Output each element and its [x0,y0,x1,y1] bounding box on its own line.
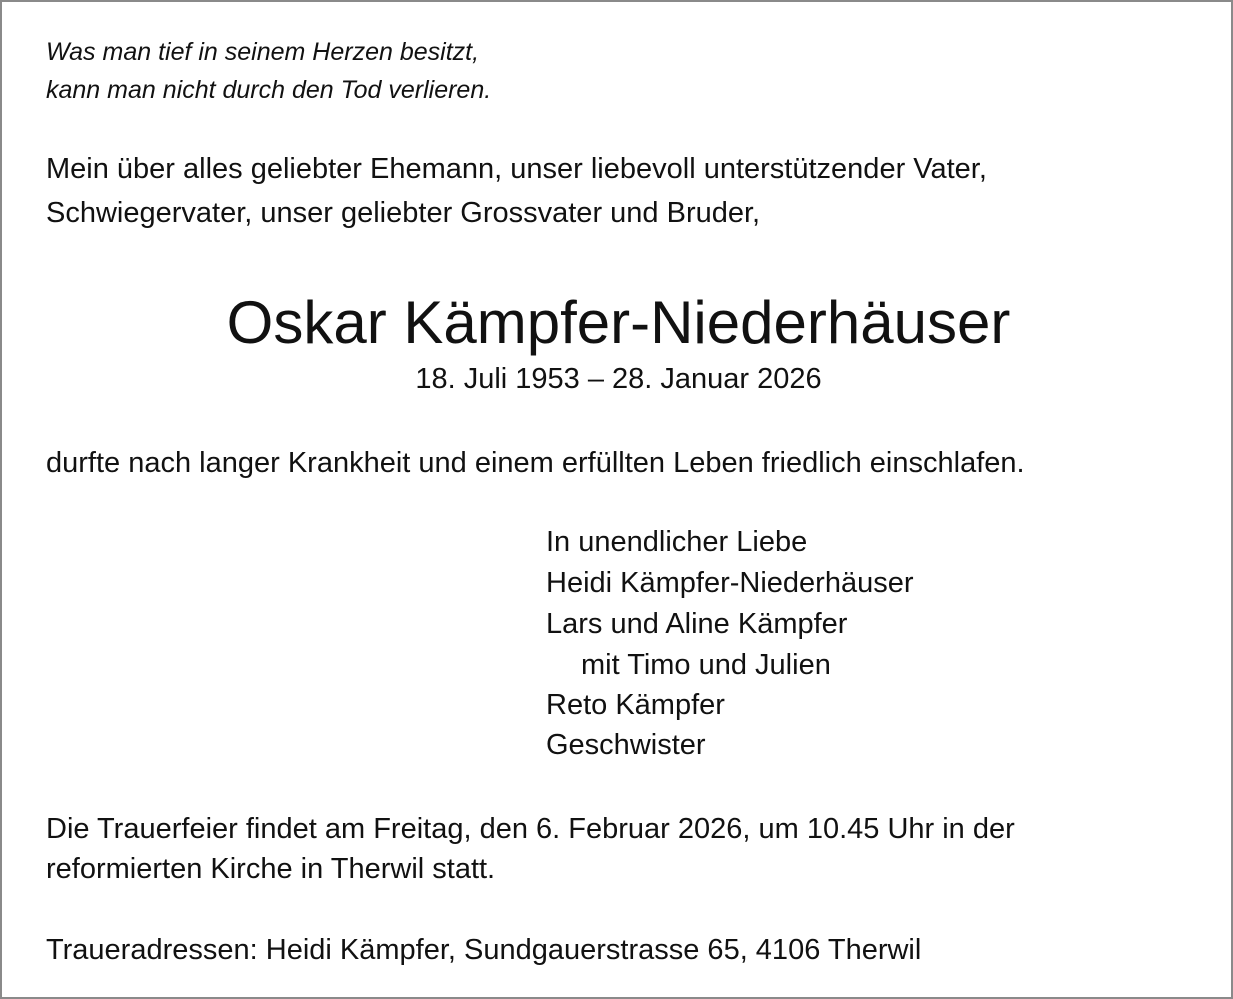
service-line-2: reformierten Kirche in Therwil statt. [46,853,496,885]
signature-name: mit Timo und Julien [581,649,831,681]
signature-name: Lars und Aline Kämpfer [546,608,848,640]
deceased-name: Oskar Kämpfer-Niederhäuser [226,289,1011,356]
mourning-address: Traueradressen: Heidi Kämpfer, Sundgauerstrasse 65, 4106 Therwil [46,934,922,966]
signature-name: Reto Kämpfer [546,689,725,721]
quote-line-2: kann man nicht durch den Tod verlieren. [46,76,492,104]
signature-name: Geschwister [546,729,706,761]
signature-closing: In unendlicher Liebe [546,526,808,558]
passing-statement: durfte nach langer Krankheit und einem erfüllten Leben friedlich einschlafen. [46,447,1025,479]
life-dates: 18. Juli 1953 – 28. Januar 2026 [415,363,822,395]
quote-line-1: Was man tief in seinem Herzen besitzt, [46,38,480,66]
service-line-1: Die Trauerfeier findet am Freitag, den 6. Februar 2026, um 10.45 Uhr in der [46,813,1015,845]
intro-line-2: Schwiegervater, unser geliebter Grossvater und Bruder, [46,197,761,229]
signature-name: Heidi Kämpfer-Niederhäuser [546,567,914,599]
intro-line-1: Mein über alles geliebter Ehemann, unser liebevoll unterstützender Vater, [46,153,987,185]
